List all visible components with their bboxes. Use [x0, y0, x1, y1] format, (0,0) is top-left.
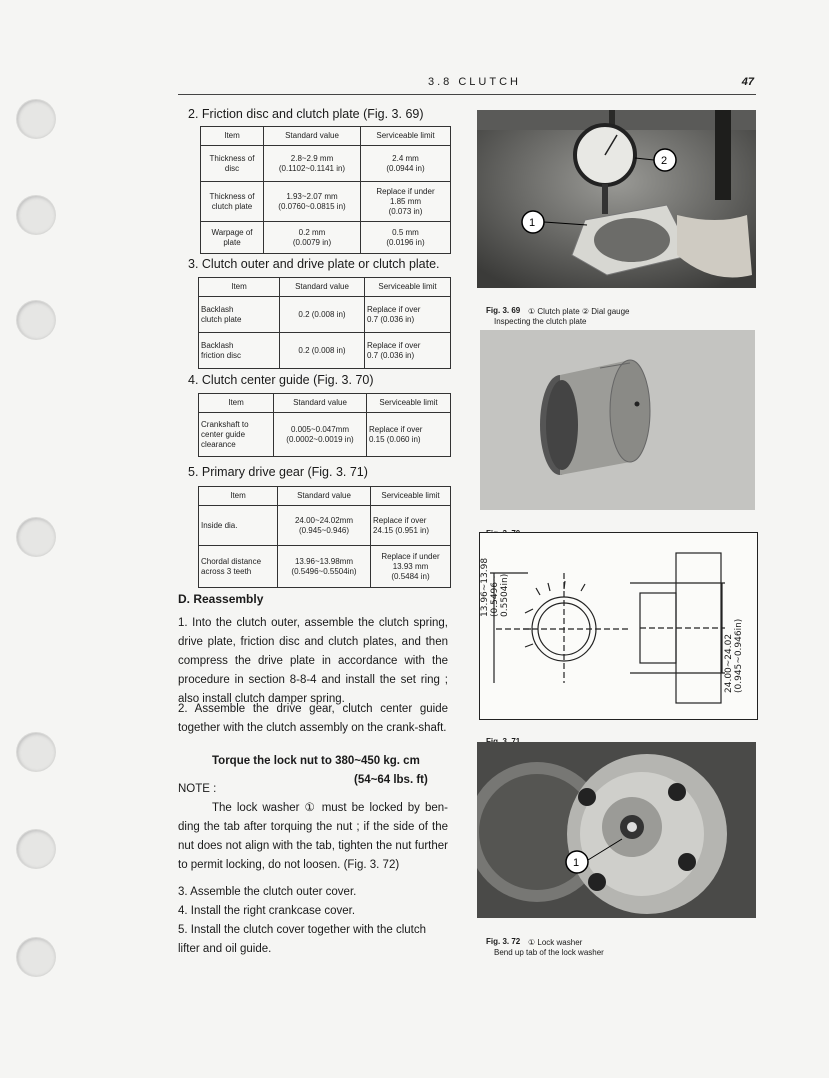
- col-header: Standard value: [278, 487, 371, 506]
- table-cell: Replace if over 24.15 (0.951 in): [371, 506, 451, 546]
- table-cell: Replace if under 13.93 mm (0.5484 in): [371, 546, 451, 588]
- table-cell: 0.5 mm (0.0196 in): [361, 222, 451, 254]
- reassembly-step-2: 2. Assemble the drive gear, clutch center guide together with the clutch assembly on the crank-shaft.: [178, 703, 448, 734]
- table-4-heading: 4. Clutch center guide (Fig. 3. 70): [188, 373, 374, 387]
- table-cell: Replace if under 1.85 mm (0.073 in): [361, 182, 451, 222]
- table-3-heading: 3. Clutch outer and drive plate or clutch plate.: [188, 257, 440, 271]
- table-cell: 0.005~0.047mm (0.0002~0.0019 in): [274, 413, 367, 457]
- col-header: Serviceable limit: [361, 127, 451, 146]
- binder-hole: [17, 830, 55, 868]
- reassembly-step-5: 5. Install the clutch cover together with the clutch lifter and oil guide.: [178, 924, 427, 955]
- torque-spec: Torque the lock nut to 380~450 kg. cm: [212, 755, 420, 767]
- binder-hole: [17, 518, 55, 556]
- table-cell: Warpage of plate: [201, 222, 264, 254]
- dimension-chordal: 13.96~13.98 (0.5496~ 0.5504in): [480, 557, 510, 617]
- table-cell: Replace if over 0.15 (0.060 in): [367, 413, 451, 457]
- table-cell: Replace if over 0.7 (0.036 in): [365, 333, 451, 369]
- center-guide-image: [480, 330, 755, 510]
- lock-washer-image: [477, 742, 756, 918]
- table-cell: Crankshaft to center guide clearance: [199, 413, 274, 457]
- callout-1: 1: [529, 217, 536, 229]
- table-cell: 0.2 (0.008 in): [280, 333, 365, 369]
- reassembly-heading: D. Reassembly: [178, 592, 264, 606]
- table-cell: Replace if over 0.7 (0.036 in): [365, 297, 451, 333]
- table-cell: 13.96~13.98mm (0.5496~0.5504in): [278, 546, 371, 588]
- binder-hole: [17, 196, 55, 234]
- table-cell: 0.2 (0.008 in): [280, 297, 365, 333]
- figure-3-70-photo: [480, 330, 755, 510]
- binder-hole: [17, 301, 55, 339]
- reassembly-step-1: 1. Into the clutch outer, assemble the clutch spring, drive plate, friction disc and clutch plates, and then compress the drive plate in accordance with the procedure in section 8-8-4 and install the set ring ; also install clutch damper spring.: [178, 617, 448, 705]
- table-cell: Thickness of clutch plate: [201, 182, 264, 222]
- col-header: Item: [201, 127, 264, 146]
- reassembly-step-4: 4. Install the right crankcase cover.: [178, 905, 356, 917]
- table-cell: 0.2 mm (0.0079 in): [264, 222, 361, 254]
- col-header: Standard value: [280, 278, 365, 297]
- binder-hole: [17, 100, 55, 138]
- figure-title: Bend up tab of the lock washer: [494, 948, 604, 957]
- table-cell: Backlash friction disc: [199, 333, 280, 369]
- table-2-heading: 2. Friction disc and clutch plate (Fig. 3. 69): [188, 107, 424, 121]
- table-cell: 1.93~2.07 mm (0.0760~0.0815 in): [264, 182, 361, 222]
- figure-number: Fig. 3. 69: [486, 306, 521, 315]
- figure-3-72-legend: ① Lock washer: [528, 938, 583, 947]
- col-header: Serviceable limit: [371, 487, 451, 506]
- page-number: 47: [741, 76, 754, 88]
- col-header: Serviceable limit: [367, 394, 451, 413]
- col-header: Item: [199, 394, 274, 413]
- col-header: Item: [199, 487, 278, 506]
- figure-number: Fig. 3. 72: [486, 937, 521, 946]
- table-cell: 2.4 mm (0.0944 in): [361, 146, 451, 182]
- callout-2: 2: [661, 155, 668, 167]
- table-cell: Chordal distance across 3 teeth: [199, 546, 278, 588]
- table-cell: Inside dia.: [199, 506, 278, 546]
- primary-drive-gear-diagram: [480, 533, 757, 719]
- center-guide-table: [198, 393, 451, 457]
- figure-title: Inspecting the clutch plate: [494, 317, 587, 326]
- table-cell: Thickness of disc: [201, 146, 264, 182]
- figure-3-72-photo: [477, 742, 756, 918]
- clutch-plate-inspection-image: [477, 110, 756, 288]
- callout-1: 1: [573, 857, 580, 869]
- page-header: [178, 76, 756, 95]
- table-cell: 2.8~2.9 mm (0.1102~0.1141 in): [264, 146, 361, 182]
- table-5-heading: 5. Primary drive gear (Fig. 3. 71): [188, 465, 368, 479]
- primary-gear-table: [198, 486, 451, 588]
- dimension-inside-dia: 24.00~24.02 (0.945~0.946in): [724, 618, 744, 693]
- col-header: Item: [199, 278, 280, 297]
- table-cell: Backlash clutch plate: [199, 297, 280, 333]
- col-header: Standard value: [274, 394, 367, 413]
- note-text: The lock washer ① must be locked by ben-ding the tab after torquing the nut ; if the side of the nut does not align with the tab, tighten the nut further to permit locking, do not loosen. (Fig. 3. 72): [178, 802, 448, 871]
- section-title: 3.8 CLUTCH: [428, 76, 521, 88]
- clutch-outer-table: [198, 277, 451, 369]
- reassembly-step-3: 3. Assemble the clutch outer cover.: [178, 886, 357, 898]
- col-header: Serviceable limit: [365, 278, 451, 297]
- friction-disc-table: [200, 126, 451, 254]
- figure-3-69-legend: ① Clutch plate ② Dial gauge: [528, 307, 630, 316]
- col-header: Standard value: [264, 127, 361, 146]
- table-cell: 24.00~24.02mm (0.945~0.946): [278, 506, 371, 546]
- binder-hole: [17, 733, 55, 771]
- binder-hole: [17, 938, 55, 976]
- torque-spec-imperial: (54~64 lbs. ft): [354, 774, 428, 786]
- figure-3-71-drawing: [479, 532, 758, 720]
- note-label: NOTE :: [178, 783, 217, 795]
- figure-3-69-photo: [477, 110, 756, 288]
